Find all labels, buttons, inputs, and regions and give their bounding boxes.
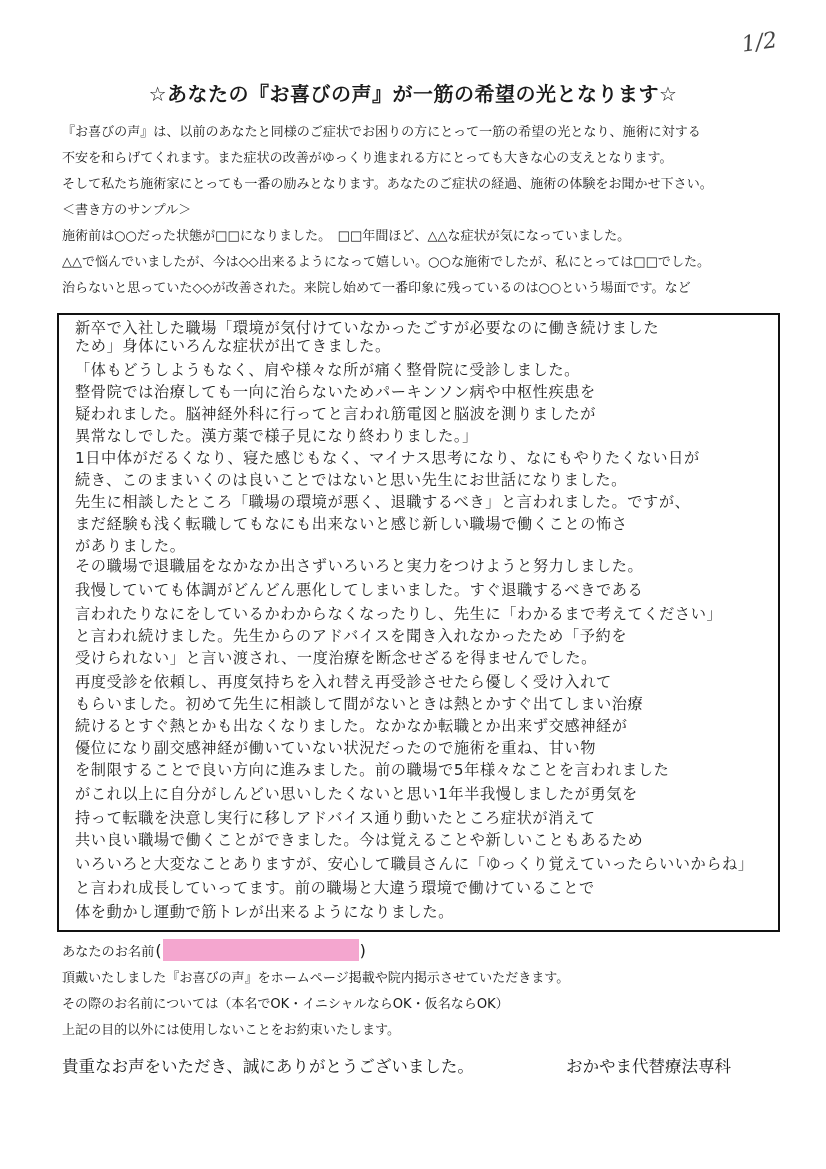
consent-line: 頂戴いたしました『お喜びの声』をホームページ掲載や院内掲示させていただきます。: [62, 971, 570, 986]
consent-line: 上記の目的以外には使用しないことをお約束いたします。: [62, 1023, 401, 1038]
testimonial-line: 疑われました。脳神経外科に行ってと言われ筋電図と脳波を測りましたが: [75, 405, 596, 423]
testimonial-line: 持って転職を決意し実行に移しアドバイス通り動いたところ症状が消えて: [75, 809, 596, 827]
intro-line: 不安を和らげてくれます。また症状の改善がゆっくり進まれる方にとっても大きな心の支えとなります。: [62, 151, 673, 166]
page-title: ☆あなたの『お喜びの声』が一筋の希望の光となります☆: [148, 82, 678, 106]
testimonial-line: 再度受診を依頼し、再度気持ちを入れ替え再受診させたら優しく受け入れて: [75, 673, 612, 691]
testimonial-line: 1日中体がだるくなり、寝た感じもなく、マイナス思考になり、なにもやりたくない日が: [75, 449, 700, 467]
sample-line: △△で悩んでいましたが、今は◇◇出来るようになって嬉しい。○○な施術でしたが、私にとっては□□でした。: [62, 255, 711, 270]
thanks-message: 貴重なお声をいただき、誠にありがとうございました。: [62, 1057, 474, 1076]
sample-line: 治らないと思っていた◇◇が改善された。来院し始めて一番印象に残っているのは○○という場面です。など: [62, 281, 691, 296]
name-label: あなたのお名前: [62, 944, 155, 960]
testimonial-line: と言われ続けました。先生からのアドバイスを聞き入れなかったため「予約を: [75, 627, 628, 645]
consent-text: [62, 966, 782, 1044]
clinic-name: おかやま代替療法専科: [566, 1057, 731, 1076]
testimonial-line: 続けるとすぐ熱とかも出なくなりました。なかなか転職とか出来ず交感神経が: [75, 717, 628, 735]
testimonial-line: 受けられない」と言い渡され、一度治療を断念せざるを得ませんでした。: [75, 649, 597, 667]
testimonial-line: いろいろと大変なことありますが、安心して職員さんに「ゆっくり覚えていったらいいからね」: [75, 855, 754, 873]
testimonial-line: 続き、このままいくのは良いことではないと思い先生にお世話になりました。: [75, 471, 627, 489]
intro-line: そして私たち施術家にとっても一番の励みとなります。あなたのご症状の経過、施術の体験をお聞かせ下さい。: [62, 177, 713, 192]
testimonial-line: 新卒で入社した職場「環境が気付けていなかったごすが必要なのに働き続けました: [75, 319, 660, 337]
testimonial-line: がこれ以上に自分がしんどい思いしたくないと思い1年半我慢しましたが勇気を: [75, 785, 638, 803]
testimonial-line: まだ経験も浅く転職してもなにも出来ないと感じ新しい職場で働くことの怖さ: [75, 515, 628, 533]
page-number: 1/2: [740, 28, 779, 58]
testimonial-line: 「体もどうしようもなく、肩や様々な所が痛く整骨院に受診しました。: [75, 361, 580, 379]
testimonial-box: [57, 313, 780, 932]
intro-line: 『お喜びの声』は、以前のあなたと同様のご症状でお困りの方にとって一筋の希望の光となり、施術に対する: [62, 125, 701, 140]
name-paren-close: ): [359, 940, 366, 960]
testimonial-line: ため」身体にいろんな症状が出てきました。: [75, 337, 391, 355]
testimonial-line: を制限することで良い方向に進みました。前の職場で5年様々なことを言われました: [75, 761, 670, 779]
testimonial-line: 優位になり副交感神経が働いていない状況だったので施術を重ね、甘い物: [75, 739, 596, 757]
testimonial-line: 我慢していても体調がどんどん悪化してしまいました。すぐ退職するべきである: [75, 581, 644, 599]
testimonial-line: 先生に相談したところ「職場の環境が悪く、退職するべき」と言われました。ですが、: [75, 493, 691, 511]
testimonial-line: 言われたりなにをしているかわからなくなったりし、先生に「わかるまで考えてください」: [75, 605, 723, 623]
consent-line: その際のお名前については（本名でOK・イニシャルならOK・仮名ならOK）: [62, 997, 509, 1012]
name-redaction: [163, 939, 359, 961]
intro-text: [62, 120, 782, 302]
name-paren-open: (: [155, 940, 162, 960]
testimonial-line: その職場で退職届をなかなか出さずいろいろと実力をつけようと努力しました。: [75, 557, 644, 575]
name-field-row: [62, 938, 367, 962]
testimonial-line: 体を動かし運動で筋トレが出来るようになりました。: [75, 903, 454, 921]
testimonial-line: もらいました。初めて先生に相談して間がないときは熱とかすぐ出てしまい治療: [75, 695, 644, 713]
testimonial-line: 整骨院では治療しても一向に治らないためパーキンソン病や中枢性疾患を: [75, 383, 596, 401]
testimonial-line: がありました。: [75, 537, 186, 555]
testimonial-line: 異常なしでした。漢方薬で様子見になり終わりました。」: [75, 427, 478, 445]
testimonial-line: と言われ成長していってます。前の職場と大違う環境で働けていることで: [75, 879, 595, 897]
sample-line: 施術前は○○だった状態が□□になりました。 □□年間ほど、△△な症状が気になっていました。: [62, 229, 631, 244]
testimonial-line: 共い良い職場で働くことができました。今は覚えることや新しいこともあるため: [75, 831, 644, 849]
sample-heading: ＜書き方のサンプル＞: [62, 203, 192, 218]
